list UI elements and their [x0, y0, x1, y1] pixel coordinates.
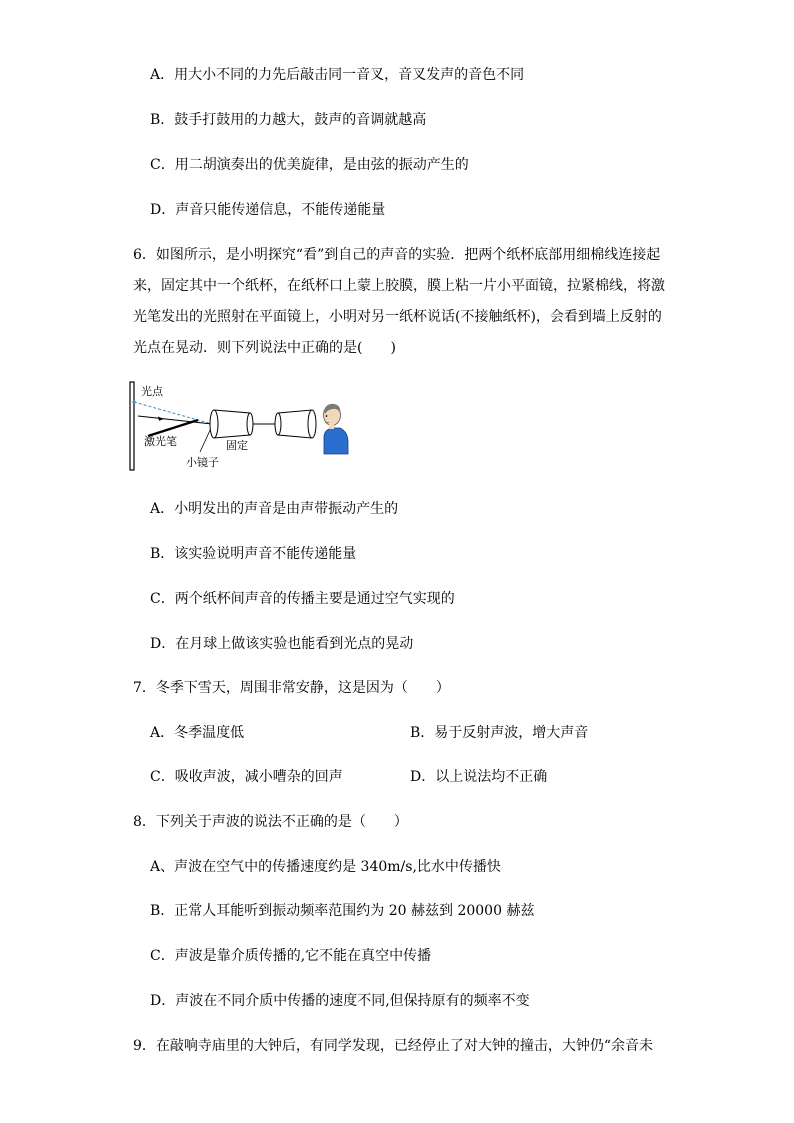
q6-stem-line-1: 6．如图所示，是小明探究“看”到自己的声音的实验．把两个纸杯底部用细棉线连接起 — [133, 247, 661, 263]
laser-pen — [148, 420, 198, 436]
q8-option-b: B．正常人耳能听到振动频率范围约为 20 赫兹到 20000 赫兹 — [150, 903, 535, 919]
label-light-spot: 光点 — [141, 385, 163, 398]
q6-experiment-figure — [128, 378, 360, 472]
q5-option-d: D．声音只能传递信息，不能传递能量 — [150, 202, 386, 218]
q7-stem: 7．冬季下雪天，周围非常安静，这是因为（ ） — [133, 680, 450, 696]
q6-stem-line-3: 光笔发出的光照射在平面镜上，小明对另一纸杯说话(不接触纸杯)，会看到墙上反射的 — [133, 309, 662, 325]
q6-option-c: C．两个纸杯间声音的传播主要是通过空气实现的 — [150, 591, 455, 607]
cup-mouth-fixed — [210, 410, 218, 438]
paper-cup-fixed — [214, 410, 250, 438]
label-small-mirror: 小镜子 — [186, 456, 219, 469]
q6-option-d: D．在月球上做该实验也能看到光点的晃动 — [150, 636, 414, 652]
q9-stem: 9．在敲响寺庙里的大钟后，有同学发现，已经停止了对大钟的撞击，大钟仍“余音未 — [133, 1038, 654, 1054]
cup-bottom-speaking — [275, 413, 281, 435]
q8-option-c: C．声波是靠介质传播的,它不能在真空中传播 — [150, 948, 432, 964]
q6-stem-line-2: 来，固定其中一个纸杯，在纸杯口上蒙上胶膜，膜上粘一片小平面镜，拉紧棉线，将激 — [133, 278, 665, 294]
q7-option-d: D．以上说法均不正确 — [410, 769, 548, 785]
q6-option-b: B．该实验说明声音不能传递能量 — [150, 546, 357, 562]
q5-option-a: A．用大小不同的力先后敲击同一音叉，音叉发声的音色不同 — [150, 67, 525, 83]
q5-option-b: B．鼓手打鼓用的力越大，鼓声的音调就越高 — [150, 112, 427, 128]
beam-arrow — [158, 417, 164, 421]
paper-cup-speaking — [278, 410, 312, 438]
cup-bottom-fixed — [247, 413, 253, 435]
light-spot-dot — [132, 400, 135, 403]
q7-option-b: B．易于反射声波，增大声音 — [410, 725, 589, 741]
q5-option-c: C．用二胡演奏出的优美旋律，是由弦的振动产生的 — [150, 157, 469, 173]
q7-option-a: A．冬季温度低 — [150, 725, 245, 741]
q6-option-a: A．小明发出的声音是由声带振动产生的 — [150, 501, 399, 517]
cup-mouth-speaking — [308, 410, 316, 438]
label-laser-pen: 激光笔 — [144, 435, 177, 448]
q8-option-a: A、声波在空气中的传播速度约是 340m/s,比水中传播快 — [150, 859, 501, 875]
label-fixed: 固定 — [226, 439, 248, 452]
q8-stem: 8．下列关于声波的说法不正确的是（ ） — [133, 814, 408, 830]
q8-option-d: D．声波在不同介质中传播的速度不同,但保持原有的频率不变 — [150, 993, 530, 1009]
reflected-beam — [134, 402, 212, 424]
q7-option-c: C．吸收声波，减小嘈杂的回声 — [150, 769, 343, 785]
laser-beam — [138, 416, 212, 424]
q6-stem-line-4: 光点在晃动．则下列说法中正确的是( ) — [133, 340, 396, 356]
wall — [130, 382, 134, 470]
person-xiaoming — [324, 404, 349, 454]
